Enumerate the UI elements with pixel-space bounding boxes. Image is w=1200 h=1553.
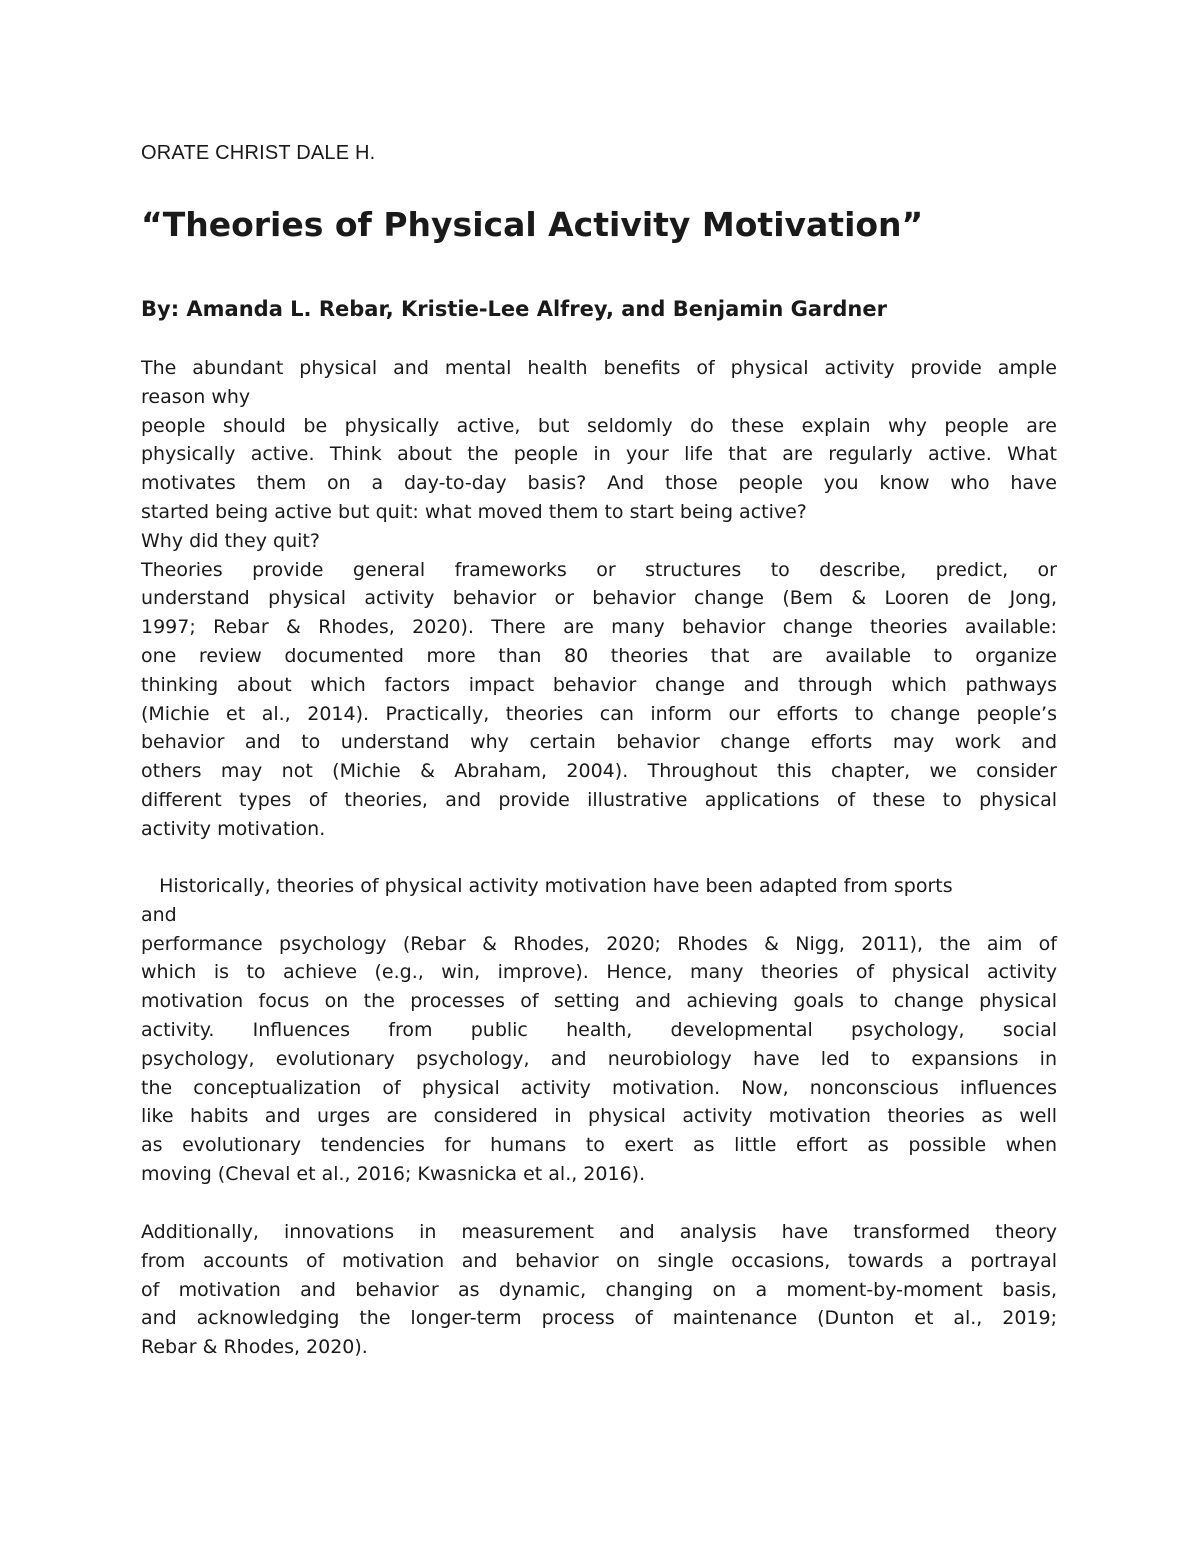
text-line: different types of theories, and provide illustrative applications of these to physical <box>141 788 1057 811</box>
text-line: Rebar & Rhodes, 2020). <box>141 1336 368 1359</box>
text-line: started being active but quit: what moved them to start being active? <box>141 500 807 523</box>
text-line: motivation focus on the processes of setting and achieving goals to change physical <box>141 990 1057 1013</box>
text-line: moving (Cheval et al., 2016; Kwasnicka et al., 2016). <box>141 1162 646 1185</box>
text-line: people should be physically active, but seldomly do these explain why people are <box>141 414 1057 437</box>
article-byline: By: Amanda L. Rebar, Kristie-Lee Alfrey, and Benjamin Gardner <box>141 297 887 321</box>
text-line: which is to achieve (e.g., win, improve). Hence, many theories of physical activity <box>141 961 1057 984</box>
text-line: motivates them on a day-to-day basis? And those people you know who have <box>141 472 1057 495</box>
text-line: as evolutionary tendencies for humans to exert as little effort as possible when <box>141 1134 1057 1157</box>
text-line: activity. Influences from public health, developmental psychology, social <box>141 1018 1057 1041</box>
text-line: and acknowledging the longer-term process of maintenance (Dunton et al., 2019; <box>141 1307 1057 1330</box>
text-line: like habits and urges are considered in physical activity motivation theories as well <box>141 1105 1057 1128</box>
text-line: from accounts of motivation and behavior on single occasions, towards a portrayal <box>141 1249 1057 1272</box>
text-line: the conceptualization of physical activity motivation. Now, nonconscious influences <box>141 1076 1057 1099</box>
text-line: Additionally, innovations in measurement and analysis have transformed theory <box>141 1221 1057 1243</box>
text-line: physically active. Think about the people in your life that are regularly active. What <box>141 443 1057 466</box>
document-title: “Theories of Physical Activity Motivation” <box>141 205 924 244</box>
text-line: 1997; Rebar & Rhodes, 2020). There are many behavior change theories available: <box>141 616 1057 639</box>
text-line: of motivation and behavior as dynamic, changing on a moment-by-moment basis, <box>141 1278 1057 1301</box>
text-line: The abundant physical and mental health benefits of physical activity provide ample <box>141 357 1057 379</box>
text-line: Historically, theories of physical activity motivation have been adapted from sports <box>141 875 953 897</box>
text-line: psychology, evolutionary psychology, and neurobiology have led to expansions in <box>141 1047 1057 1070</box>
text-line: performance psychology (Rebar & Rhodes, 2020; Rhodes & Nigg, 2011), the aim of <box>141 932 1057 955</box>
text-line: Why did they quit? <box>141 529 320 552</box>
text-line: behavior and to understand why certain behavior change efforts may work and <box>141 731 1057 754</box>
text-line: (Michie et al., 2014). Practically, theories can inform our efforts to change people’s <box>141 702 1057 725</box>
text-line: thinking about which factors impact behavior change and through which pathways <box>141 673 1057 696</box>
text-line: one review documented more than 80 theories that are available to organize <box>141 644 1057 667</box>
text-line: others may not (Michie & Abraham, 2004). Throughout this chapter, we consider <box>141 760 1057 783</box>
text-line: reason why <box>141 385 251 408</box>
text-line: activity motivation. <box>141 817 326 840</box>
text-line: and <box>141 903 177 926</box>
paragraph-history <box>141 872 1057 1189</box>
paragraph-intro <box>141 354 1057 844</box>
text-line: understand physical activity behavior or behavior change (Bem & Looren de Jong, <box>141 587 1057 610</box>
paragraph-innovations <box>141 1218 1057 1362</box>
text-line: Theories provide general frameworks or structures to describe, predict, or <box>141 558 1057 581</box>
student-name: ORATE CHRIST DALE H. <box>141 142 376 164</box>
